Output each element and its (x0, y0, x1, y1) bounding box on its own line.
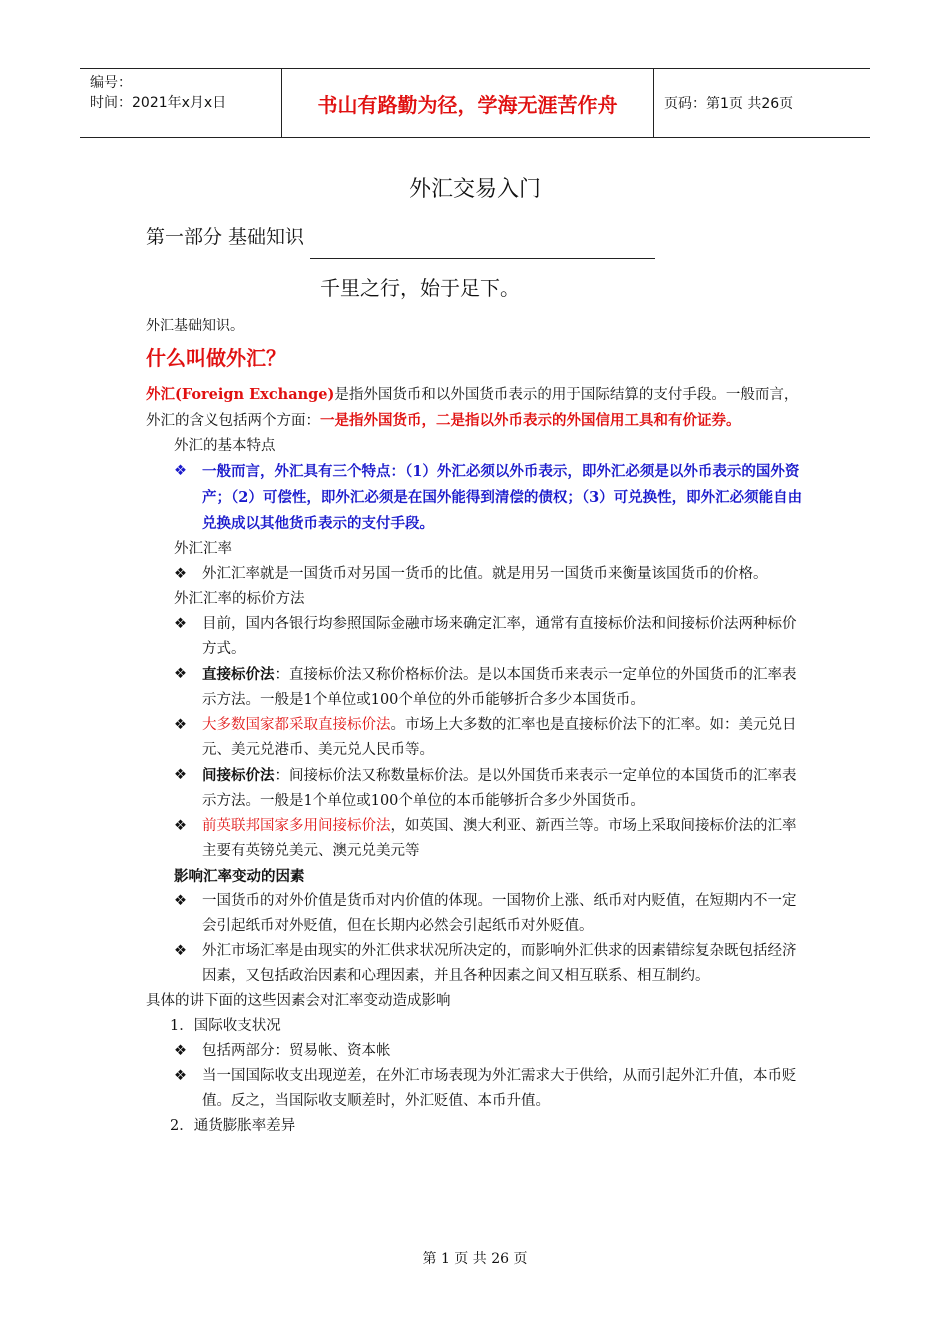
diamond-bullet-icon: ❖ (174, 616, 187, 632)
header-motto: 书山有路勤为径，学海无涯苦作舟 (282, 69, 654, 137)
list-item: ❖ 外汇市场汇率是由现实的外汇供求状况所决定的，而影响外汇供求的因素错综复杂既包括经济因素，又包括政治因素和心理因素，并且各种因素之间又相互联系、相互制约。 (146, 939, 808, 989)
intro-text: 外汇基础知识。 (146, 318, 244, 334)
list-item: ❖ 间接标价法：间接标价法又称数量标价法。是以外国货币来表示一定单位的本国货币的汇率表示方法。一般是1个单位或100个单位的本币能够折合多少外国货币。 (146, 763, 808, 814)
section-heading: 什么叫做外汇？ (146, 346, 286, 370)
list-item: ❖ 目前，国内各银行均参照国际金融市场来确定汇率，通常有直接标价法和间接标价法两种标价方式。 (146, 612, 808, 662)
part-heading: 第一部分 基础知识 (146, 226, 305, 248)
header-table (80, 68, 870, 138)
diamond-bullet-icon: ❖ (174, 666, 187, 682)
diamond-bullet-icon: ❖ (174, 717, 187, 733)
subheading: 外汇汇率 (174, 541, 232, 557)
time-label: 时间：2021年x月x日 (90, 95, 227, 111)
subheading: 外汇汇率的标价方法 (174, 591, 305, 607)
diamond-bullet-icon: ❖ (174, 1043, 187, 1059)
motto-line: 千里之行，始于足下。 (320, 276, 520, 300)
diamond-bullet-icon: ❖ (174, 566, 187, 582)
diamond-bullet-icon: ❖ (174, 943, 187, 959)
header-left-cell (80, 69, 282, 137)
list-item: ❖ 外汇汇率就是一国货币对另国一货币的比值。就是用另一国货币来衡量该国货币的价格。 (146, 562, 808, 587)
subheading: 外汇的基本特点 (174, 438, 276, 454)
subheading: 影响汇率变动的因素 (174, 868, 305, 885)
list-item: ❖ 大多数国家都采取直接标价法。市场上大多数的汇率也是直接标价法下的汇率。如：美元兑日元、美元兑港币、美元兑人民币等。 (146, 713, 808, 763)
numbered-item: 2．通货膨胀率差异 (170, 1118, 296, 1134)
list-item: ❖ 直接标价法：直接标价法又称价格标价法。是以本国货币来表示一定单位的外国货币的汇率表示方法。一般是1个单位或100个单位的外币能够折合多少本国货币。 (146, 662, 808, 713)
numbered-item: 1．国际收支状况 (170, 1018, 281, 1034)
diamond-bullet-icon: ❖ (174, 463, 187, 479)
list-item: ❖ 当一国国际收支出现逆差，在外汇市场表现为外汇需求大于供给，从而引起外汇升值，本币贬值。反之，当国际收支顺差时，外汇贬值、本币升值。 (146, 1064, 808, 1114)
diamond-bullet-icon: ❖ (174, 818, 187, 834)
list-item: ❖ 前英联邦国家多用间接标价法，如英国、澳大利亚、新西兰等。市场上采取间接标价法的汇率主要有英镑兑美元、澳元兑美元等 (146, 814, 808, 864)
list-item: ❖ 一国货币的对外价值是货币对内价值的体现。一国物价上涨、纸币对内贬值，在短期内不一定会引起纸币对外贬值，但在长期内必然会引起纸币对外贬值。 (146, 889, 808, 939)
doc-title: 外汇交易入门 (408, 177, 541, 202)
divider-line (310, 258, 655, 259)
definition-paragraph: 外汇(Foreign Exchange)是指外国货币和以外国货币表示的用于国际结算的支付手段。一般而言，外汇的含义包括两个方面：一是指外国货币，二是指以外币表示的外国信用工具和有价证券。 (146, 386, 799, 429)
number-label: 编号： (90, 75, 132, 91)
list-item: ❖ 包括两部分：贸易帐、资本帐 (146, 1039, 808, 1064)
header-page-info: 页码：第1页 共26页 (664, 96, 794, 112)
diamond-bullet-icon: ❖ (174, 1068, 187, 1084)
document-body (146, 382, 808, 1139)
list-item: ❖ 一般而言，外汇具有三个特点：（1）外汇必须以外币表示，即外汇必须是以外币表示的国外资产；（2）可偿性，即外汇必须是在国外能得到清偿的债权；（3）可兑换性，即外汇必须能自由兑换成以其他货币表示的支付手段。 (146, 459, 808, 537)
paragraph: 具体的讲下面的这些因素会对汇率变动造成影响 (146, 993, 451, 1009)
diamond-bullet-icon: ❖ (174, 893, 187, 909)
page-footer: 第 1 页 共 26 页 (422, 1251, 528, 1267)
highlight-text: 一是指外国货币，二是指以外币表示的外国信用工具和有价证券。 (320, 412, 741, 429)
diamond-bullet-icon: ❖ (174, 767, 187, 783)
term-text: 外汇(Foreign Exchange) (146, 386, 335, 403)
